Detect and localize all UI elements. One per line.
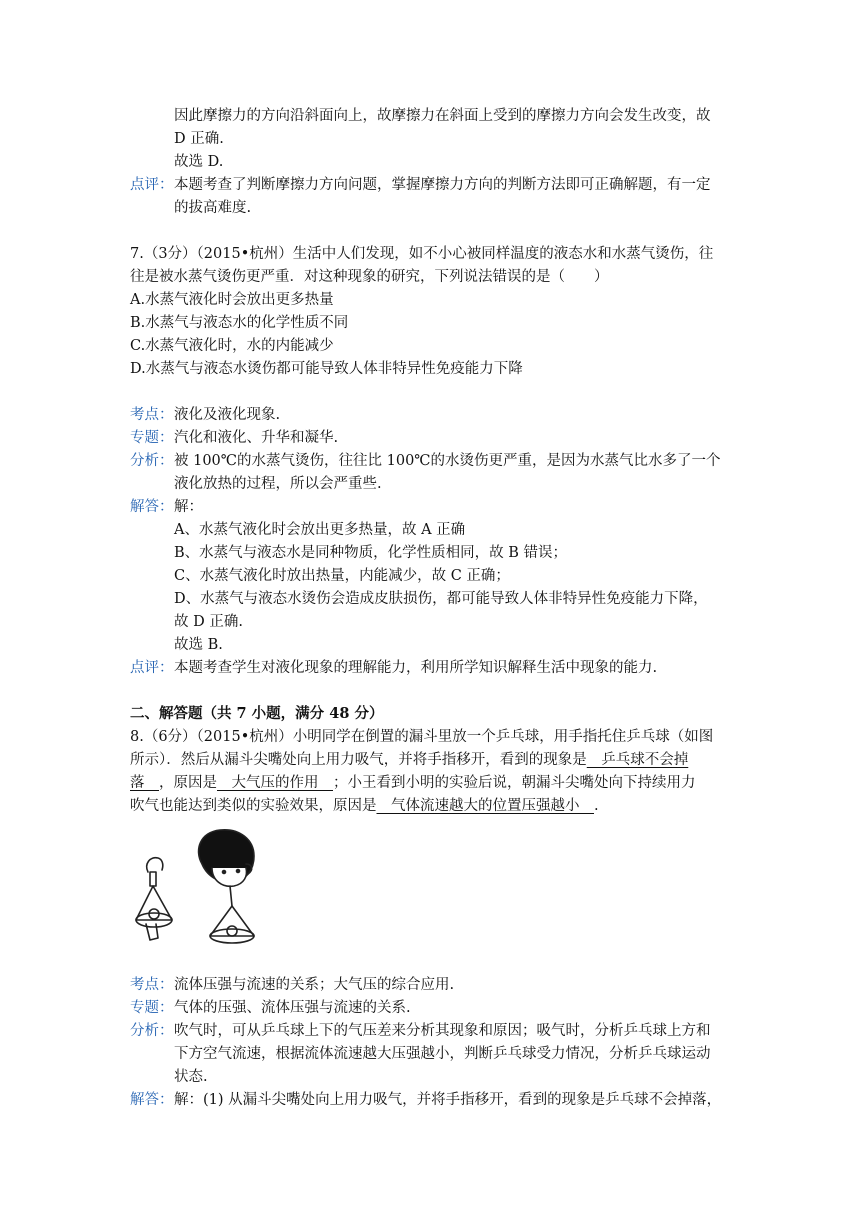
kaodian-text: 液化及液化现象. — [174, 407, 281, 423]
jieda-text: B、水蒸气与液态水是同种物质，化学性质相同，故 B 错误； — [174, 545, 568, 561]
fenxi-label: 分析： — [130, 1023, 174, 1039]
jieda-text: 故选 B. — [174, 637, 223, 653]
jieda-label: 解答： — [130, 1092, 174, 1108]
question-stem — [130, 796, 599, 816]
kaodian-text: 流体压强与流速的关系；大气压的综合应用. — [174, 977, 455, 993]
fenxi-text: 液化放热的过程，所以会严重些. — [174, 476, 382, 492]
zhuanti-label: 专题： — [130, 430, 174, 446]
answer-blank: 乒乓球不会掉 — [586, 752, 689, 768]
fenxi-text: 吹气时，可从乒乓球上下的气压差来分析其现象和原因；吸气时，分析乒乓球上方和 — [174, 1023, 711, 1039]
funnel-experiment-figure — [128, 828, 280, 950]
stem-text: ，原因是 — [159, 775, 217, 791]
option-a: A.水蒸气液化时会放出更多热量 — [130, 292, 334, 308]
option-c: C.水蒸气液化时，水的内能减少 — [130, 338, 334, 354]
stem-text: . — [594, 798, 599, 814]
text-line: 故选 D. — [174, 154, 224, 170]
stem-text: ；小王看到小明的实验后说，朝漏斗尖嘴处向下持续用力 — [333, 775, 696, 791]
jieda-text: 解： — [174, 499, 203, 515]
zhuanti-text: 气体的压强、流体压强与流速的关系. — [174, 1000, 411, 1016]
kaodian-label: 考点： — [130, 407, 174, 423]
jieda-text: C、水蒸气液化时放出热量，内能减少，故 C 正确； — [174, 568, 510, 584]
fenxi-text: 被 100℃的水蒸气烫伤，往往比 100℃的水烫伤更严重，是因为水蒸气比水多了一个 — [174, 453, 721, 469]
text-line: 因此摩擦力的方向沿斜面向上，故摩擦力在斜面上受到的摩擦力方向会发生改变，故 — [174, 108, 711, 124]
jieda-label: 解答： — [130, 499, 174, 515]
stem-text: 吹气也能达到类似的实验效果，原因是 — [130, 798, 377, 814]
jieda-text: 解：(1) 从漏斗尖嘴处向上用力吸气，并将手指移开，看到的现象是乒乓球不会掉落， — [174, 1092, 722, 1108]
comment-text: 本题考查了判断摩擦力方向问题，掌握摩擦力方向的判断方法即可正确解题，有一定 — [174, 177, 711, 193]
ping-pong-ball-icon — [149, 909, 159, 919]
ping-pong-ball-icon — [227, 926, 237, 936]
question-stem: 8.（6分）（2015•杭州）小明同学在倒置的漏斗里放一个乒乓球，用手指托住乒乓球（如图 — [130, 729, 714, 745]
answer-blank: 大气压的作用 — [217, 775, 333, 791]
answer-blank: 落 — [130, 775, 159, 791]
question-stem: 往是被水蒸气烫伤更严重．对这种现象的研究，下列说法错误的是（ ） — [130, 269, 609, 285]
hand-icon — [147, 858, 163, 872]
section-heading: 二、解答题（共 7 小题，满分 48 分） — [130, 705, 384, 722]
kaodian-label: 考点： — [130, 977, 174, 993]
jieda-text: A、水蒸气液化时会放出更多热量，故 A 正确 — [174, 522, 466, 538]
question-stem — [130, 773, 696, 793]
zhuanti-text: 汽化和液化、升华和凝华. — [174, 430, 339, 446]
question-stem: 7.（3分）（2015•杭州）生活中人们发现，如不小心被同样温度的液态水和水蒸气烫伤，往 — [130, 246, 714, 262]
jieda-text: D、水蒸气与液态水烫伤会造成皮肤损伤，都可能导致人体非特异性免疫能力下降， — [174, 591, 708, 607]
option-d: D.水蒸气与液态水烫伤都可能导致人体非特异性免疫能力下降 — [130, 361, 523, 377]
fenxi-label: 分析： — [130, 453, 174, 469]
fenxi-text: 状态. — [174, 1069, 208, 1085]
zhuanti-label: 专题： — [130, 1000, 174, 1016]
dianping-text: 本题考查学生对液化现象的理解能力，利用所学知识解释生活中现象的能力. — [174, 660, 658, 676]
jieda-text: 故 D 正确. — [174, 614, 243, 630]
answer-blank: 气体流速越大的位置压强越小 — [376, 798, 594, 814]
fenxi-text: 下方空气流速，根据流体流速越大压强越小，判断乒乓球受力情况，分析乒乓球运动 — [174, 1046, 711, 1062]
comment-label: 点评： — [130, 177, 174, 193]
comment-text: 的拔高难度. — [174, 200, 252, 216]
dianping-label: 点评： — [130, 660, 174, 676]
text-line: D 正确. — [174, 131, 224, 147]
question-stem — [130, 750, 688, 770]
option-b: B.水蒸气与液态水的化学性质不同 — [130, 315, 349, 331]
stem-text: 所示）．然后从漏斗尖嘴处向上用力吸气，并将手指移开，看到的现象是 — [130, 752, 587, 768]
